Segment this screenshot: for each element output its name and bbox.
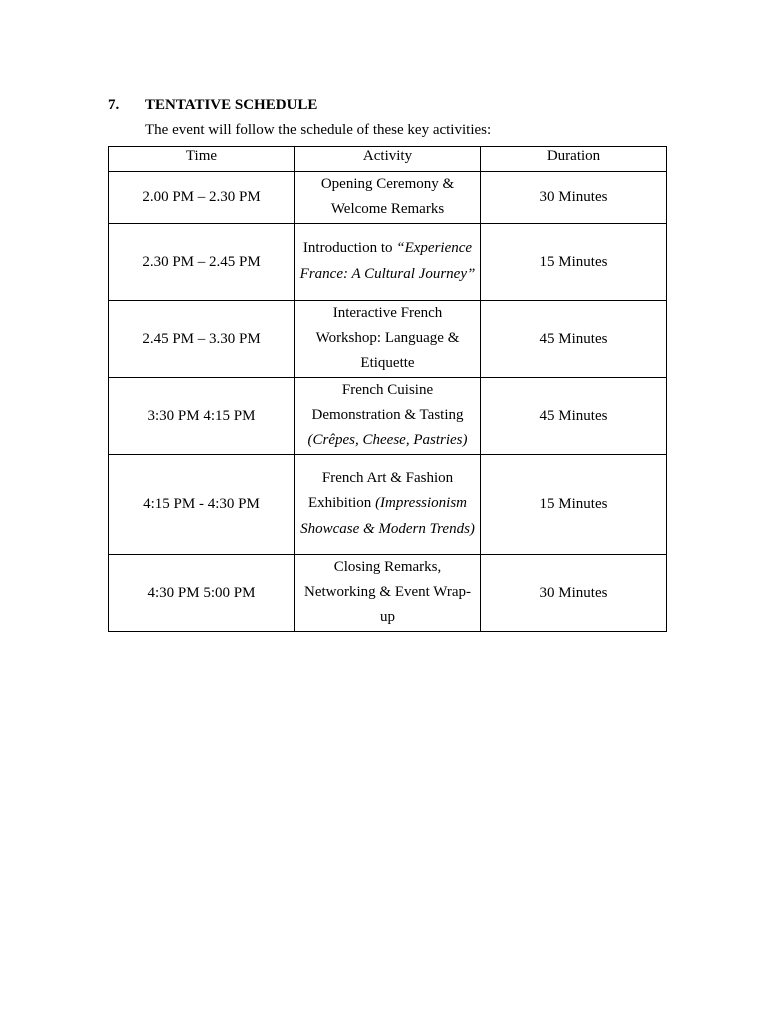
table-row — [109, 554, 667, 631]
cell-duration: 45 Minutes — [481, 300, 667, 377]
cell-activity — [295, 454, 481, 554]
cell-time: 4:15 PM - 4:30 PM — [109, 454, 295, 554]
activity-italic-text: (Impressionism Showcase & Modern Trends) — [300, 495, 475, 537]
activity-text: French Cuisine Demonstration & Tasting — [311, 381, 464, 423]
cell-activity — [295, 223, 481, 300]
activity-italic-text: (Crêpes, Cheese, Pastries) — [307, 432, 468, 449]
cell-activity — [295, 300, 481, 377]
section-title: TENTATIVE SCHEDULE — [145, 97, 318, 113]
table-row — [109, 223, 667, 300]
cell-activity — [295, 377, 481, 454]
cell-time: 4:30 PM 5:00 PM — [109, 554, 295, 631]
table-row — [109, 300, 667, 377]
table-row — [109, 454, 667, 554]
table-row — [109, 172, 667, 224]
cell-activity — [295, 172, 481, 224]
cell-duration: 45 Minutes — [481, 377, 667, 454]
schedule-table — [108, 146, 667, 632]
activity-italic-text: “Experience France: A Cultural Journey” — [299, 240, 476, 282]
table-header-row — [109, 147, 667, 172]
section-number: 7. — [108, 97, 120, 113]
cell-duration: 15 Minutes — [481, 223, 667, 300]
table-row — [109, 377, 667, 454]
cell-activity — [295, 554, 481, 631]
cell-duration: 30 Minutes — [481, 554, 667, 631]
header-activity: Activity — [295, 147, 481, 172]
cell-time: 3:30 PM 4:15 PM — [109, 377, 295, 454]
activity-text: Interactive French Workshop: Language & Etiquette — [315, 304, 460, 372]
activity-text: Introduction to — [302, 240, 397, 257]
activity-text: Closing Remarks, Networking & Event Wrap-up — [304, 558, 471, 626]
activity-text: French Art & Fashion Exhibition — [307, 470, 454, 512]
cell-time: 2.30 PM – 2.45 PM — [109, 223, 295, 300]
section-heading — [108, 95, 317, 115]
cell-duration: 15 Minutes — [481, 454, 667, 554]
header-time: Time — [109, 147, 295, 172]
cell-time: 2.45 PM – 3.30 PM — [109, 300, 295, 377]
cell-duration: 30 Minutes — [481, 172, 667, 224]
cell-time: 2.00 PM – 2.30 PM — [109, 172, 295, 224]
section-intro: The event will follow the schedule of these key activities: — [145, 122, 492, 138]
header-duration: Duration — [481, 147, 667, 172]
activity-text: Opening Ceremony & Welcome Remarks — [320, 176, 455, 218]
